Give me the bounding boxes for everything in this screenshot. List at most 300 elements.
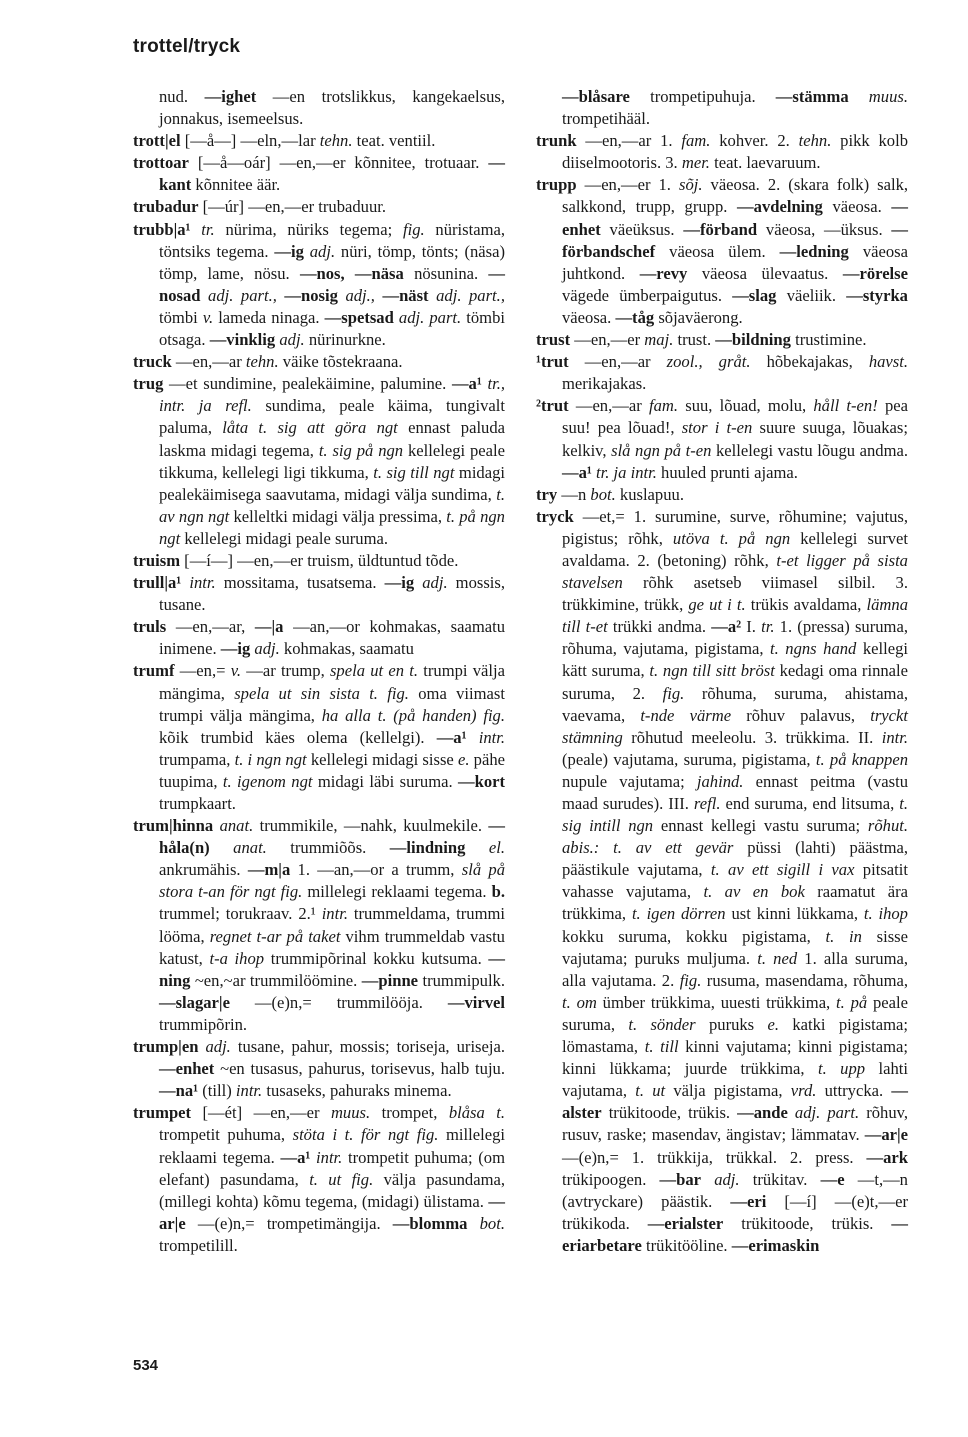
definition-text: peale suruma, [562,992,908,1034]
definition-text: trummipõrinal kokku kutsuma. [264,948,489,968]
italic-label: e. [457,749,470,769]
headword: —avdelning [737,197,823,217]
right-column [536,86,908,1257]
definition-text: raamatut ära trükkima, [562,882,908,924]
italic-label: t. av ngn ngt [159,484,505,526]
definition-text: rusuma, masendama, rõhuma, [701,970,908,990]
headword: —erimaskin [731,1235,820,1255]
definition-text: trompetilill. [159,1235,238,1255]
headword: —eriarbetare [562,1213,908,1255]
definition-text: trumpama, [159,749,235,769]
definition-text: ~en tusasus, pahurus, torisevus, halb tuju. [214,1059,505,1079]
italic-label: t-et ligger på sista stavelsen [562,550,908,593]
definition-text: suu, lõuad, molu, [678,396,814,416]
italic-label: utöva t. på ngn [672,528,791,548]
headword: —ar|e [864,1125,908,1145]
headword: —ig [274,241,304,261]
definition-text: pikk kolb diiselmootoris. 3. [562,131,908,173]
definition-text: sõjaväerong. [654,307,743,327]
definition-text: —en,—er [570,330,645,350]
definition-text: kellelegi vastu lõugu andma. [711,440,908,460]
italic-label: adj., [345,285,375,305]
headword: —revy [639,263,688,283]
italic-label: t-a ihop [209,948,265,968]
definition-text: merikajakas. [562,374,647,394]
dictionary-entry [133,152,505,196]
italic-label: t. sig på ngn [318,440,404,460]
definition-text: väeliik. [776,285,847,305]
definition-text: ust kinni lükkama, [725,904,864,924]
definition-text: uttrycka. [816,1081,892,1101]
definition-text: rõhutud meeleolu. 3. trükkima. II. [622,727,882,747]
headword: —m|a [247,860,291,880]
definition-text: kuslapuu. [615,484,684,504]
dictionary-entry [536,329,908,351]
definition-text: [—å—] —eln,—lar [180,131,320,151]
definition-text: —(e)n,= trummilööja. [229,992,448,1012]
italic-label: t-nde värme [640,705,732,725]
definition-text [467,1214,479,1233]
definition-text: [—í] —(e)t,—er trükikoda. [562,1191,909,1233]
dictionary-entry [133,616,505,660]
definition-text: trummeldama, trummi lööma, [159,904,505,946]
definition-text: tömbi [159,307,203,327]
definition-text: väeosa. [562,307,616,327]
headword: —pinne [361,970,419,990]
headword: —ig [384,573,415,593]
definition-text: —en,= [174,661,231,681]
headword: —a² [711,617,742,637]
dictionary-entry [536,484,908,506]
italic-label: låta t. sig att göra ngt [222,418,398,438]
page-header-running-head: trottel/tryck [133,36,241,57]
definition-text: väeosa. 2. (skara folk) salk, salkkond, trupp, grupp. [562,175,909,217]
italic-label: stor i t-en [681,418,753,438]
headword: b. [491,882,505,902]
headword: —nosig [284,285,338,305]
definition-text: trummipulk. [418,970,506,990]
headword: —spetsad [324,307,394,327]
definition-text: nud. [159,87,205,106]
definition-text: rõhuv palavus, [731,705,871,725]
italic-label: adj. [309,241,336,261]
headword: —eri [730,1191,767,1211]
left-column [133,86,505,1257]
definition-text: 1. (pressa) suruma, rõhuma, vajutama, pigistama, [562,617,908,659]
headword: —ning [159,948,505,990]
definition-text: ennast peitma (vastu maad surudes). III. [562,771,908,813]
definition-text: trummikile, —nahk, kuulmekile. [253,816,489,836]
headword: truck [133,352,172,372]
headword: trumpet [133,1103,192,1123]
definition-text: puruks [695,1014,768,1034]
definition-text: ümber trükkima, uuesti trükkima, [596,992,837,1012]
italic-label: intr. [235,1081,263,1101]
italic-label: tr. ja intr. [596,462,657,482]
definition-text: I. [741,617,762,637]
dictionary-entry [536,86,908,130]
italic-label: t. in [825,926,862,946]
dictionary-entry [133,1102,505,1257]
definition-text: —en,—er 1. [576,175,679,195]
definition-text: millelegi reklaami tegema. [302,882,492,902]
italic-label: intr. [321,904,348,924]
italic-label: tr. [201,219,215,239]
definition-text: —en,—ar 1. [576,131,682,151]
definition-text: väike tõstekraana. [278,352,403,372]
definition-text: trumpi välja mängima, [159,661,505,703]
dictionary-entry [536,174,908,329]
definition-text: trust. [673,330,716,350]
definition-text: teat. ventiil. [352,131,436,151]
dictionary-entry [133,373,505,550]
definition-text: trompetipuhuja. [629,87,776,106]
definition-text: huuled prunti ajama. [656,462,798,482]
headword: —lindning [389,838,466,858]
dictionary-entry [536,130,908,174]
headword: trubb|a¹ [133,219,191,239]
definition-text: trükipoogen. [562,1169,660,1189]
definition-text: trompet, [370,1103,449,1123]
definition-text: pitsatit vahasse vajutama, [562,860,908,902]
definition-text: nupule vajutama; [562,771,697,791]
definition-text: kohmakas, saamatu [279,639,414,659]
definition-text: püssi (lahti) päästma, päästikule vajutama, [562,838,909,880]
definition-text: —en,—ar [171,352,246,372]
headword: —slag [732,285,777,305]
headword: —stämma [775,87,849,106]
definition-text: —(e)n,= 1. trükkija, trükkal. 2. press. [562,1147,867,1167]
italic-label: adj. [254,639,280,659]
italic-label: t. ngns hand [770,639,857,659]
definition-text: trükitoode, trükis. [723,1213,892,1233]
italic-label: ha alla t. (på handen) fig. [321,705,505,725]
italic-label: fam. [681,131,711,151]
definition-text: väeosa ülevaatus. [687,263,843,283]
definition-text: rõhk asetseb viimasel silbil. 3. trükkimine, trükk, [562,573,908,615]
dictionary-entry [536,506,908,1257]
italic-label: t. till [644,1037,679,1057]
italic-label: jahind. [696,771,744,791]
definition-text: end suruma, end litsuma, [720,794,900,813]
definition-text: ennast kellegi vastu suruma; [653,816,868,836]
definition-text: kohver. 2. [710,131,799,151]
definition-text: trükis avaldama, [745,595,867,615]
definition-text: trükitoode, trükis. [601,1103,738,1123]
definition-text [467,728,479,747]
definition-text: 1. —an,—or a trumm, [290,860,462,880]
definition-text: —en,—ar [568,352,667,372]
dictionary-entry [133,86,505,130]
headword: —näst [382,285,429,305]
definition-text: kellegi kätt suruma, [562,639,909,681]
definition-text: trükki andma. [607,617,712,637]
italic-label: zool., gråt. [666,352,751,372]
headword: trottoar [133,153,189,173]
italic-label: t. ngn till sitt bröst [649,661,775,681]
headword: try [536,484,558,504]
dictionary-entry [133,351,505,373]
definition-text: —(e)n,= trompetimängija. [185,1213,393,1233]
definition-text: kokku suruma, kokku pigistama, [562,926,826,946]
italic-label: adj. part., [208,285,277,305]
headword: —na¹ [159,1081,199,1101]
headword: —ig [220,639,251,659]
italic-label: adj. [422,573,448,593]
definition-text: rõhuma, surumа, ahistama, vaevama, [562,683,908,725]
definition-text: nürima, nüriks tegema; [214,219,403,239]
definition-text [201,286,209,305]
italic-label: intr. [189,573,216,593]
italic-label: adj. [205,1037,231,1057]
italic-label: anat. [233,838,267,858]
italic-label: anat. [219,816,254,836]
headword: trum|hinna [133,816,214,836]
italic-label: sõj. [678,175,703,195]
dictionary-entry [536,351,908,395]
definition-text: kellelegi survet avaldama. 2. (betoning) rõhk, [562,528,908,570]
definition-text: —en trotslikkus, kangekaelsus, jonnakus, isemeelsus. [159,87,506,129]
definition-text: kinni vajutama; kinni pigistama; kinni lükkama; juurde trükkima, [562,1037,909,1079]
definition-text: tusane, pahur, mossis; toriseja, uriseja. [230,1037,505,1057]
definition-text: pea suu! pea lõuad!, [562,396,908,438]
italic-label: adj. part., [436,285,505,305]
italic-label: tr., intr. ja refl. [159,374,505,416]
definition-text: trummel; torukraav. 2.¹ [159,904,322,924]
definition-text [849,87,869,106]
definition-text: teat. laevaruum. [709,153,821,173]
headword: truls [133,617,167,637]
definition-text: väeosa juhtkond. [562,241,909,283]
italic-label: intr. [881,727,908,747]
italic-label: vrd. [790,1081,817,1101]
definition-text: trustimine. [790,330,867,350]
italic-label: lämna till t-et [562,595,908,637]
italic-label: ge ut i t. [688,595,746,615]
definition-text: katki pigistama; lömastama, [562,1014,908,1057]
definition-text: mossitama, tusatsema. [215,573,385,593]
italic-label: t. upp [818,1059,866,1079]
definition-text: lameda ninaga. [213,307,325,327]
headword: —rörelse [842,263,908,283]
definition-text [701,1170,714,1189]
italic-label: fam. [648,396,679,416]
headword: —bildning [715,330,791,350]
headword: ²trut [536,396,569,416]
definition-text: lahti vajutama, [562,1059,908,1101]
italic-label: slå ngn på t-en [611,440,712,460]
definition-text: trumpkaart. [159,794,236,813]
italic-label: regnet t-ar på taket [209,926,341,946]
italic-label: v. [230,661,241,681]
headword: —styrka [846,285,908,305]
headword: trunk [536,131,577,151]
italic-label: t. ned [757,948,798,968]
definition-text: (till) [198,1081,236,1101]
italic-label: t. i ngn ngt [234,749,307,769]
definition-text: suure suuga, lõuakas; kelkiv, [562,418,908,460]
headword: trubadur [133,197,199,217]
italic-label: t. av ett sigill i vax [710,860,855,880]
headword: —håla(n) [159,816,505,858]
definition-text: ~en,~ar trummilöömine. [190,970,362,990]
italic-label: adj. part. [794,1103,860,1123]
definition-text: oma viimast trumpi välja mängima, [159,683,505,725]
definition-text: tömbi otsaga. [159,307,505,350]
definition-text: välja pigistama, [665,1081,791,1101]
italic-label: el. [488,838,505,858]
italic-label: adj. [714,1169,740,1189]
definition-text: nüristama, töntsiks tegema. [159,219,506,261]
italic-label: fig. [402,219,425,239]
definition-text: —et sundimine, pealekäimine, palumine. [163,374,452,394]
definition-text: [—í—] —en,—er truism, üldtuntud tõde. [180,550,459,570]
italic-label: fig. [662,683,685,703]
definition-text: mossis, tusane. [159,573,506,615]
headword: —tåg [615,307,655,327]
dictionary-entry [133,1036,505,1102]
definition-text: kõnnitee äär. [191,175,281,195]
italic-label: fig. [679,970,702,990]
italic-label: t. igenom ngt [222,771,313,791]
definition-text: kellelegi peale tikkuma, kellelegi ligi tikkuma, [159,440,505,482]
definition-text: kellelegi midagi peale suruma. [180,528,389,548]
headword: —a¹ [436,727,467,747]
definition-text: trükitav. [739,1169,821,1189]
definition-text: väeosa, —üksus. [757,219,892,239]
definition-text: —an,—or kohmakas, saamatu inimene. [159,617,505,659]
italic-label: slå på stora t-an för ngt fig. [159,860,506,902]
italic-label: v. [202,307,214,327]
definition-text: —t,—n (avtryckare) päästik. [562,1169,908,1211]
definition-text: tusaseks, pahuraks minema. [262,1081,452,1101]
dictionary-entry [133,660,505,815]
definition-text: midagi pealekäimisega saavutama, midagi välja sundima, [159,462,505,504]
definition-text: trükitööline. [641,1235,732,1255]
definition-text: väeüksus. [600,219,684,239]
definition-text: —n [557,484,591,504]
headword: tryck [536,506,574,526]
italic-label: intr. [478,727,505,747]
definition-text: rõhuv, rusuv, raske; masendav, ängistav; lämmatav. [562,1103,909,1145]
headword: —blomma [392,1213,468,1233]
definition-text: [—ét] —en,—er [191,1103,331,1123]
italic-label: tehn. [245,352,279,372]
dictionary-entry [133,572,505,616]
definition-text: kelleltki midagi välja pressima, [229,506,447,526]
definition-text: ennast paluda laskma midagi tegema, [159,418,506,460]
headword: —förband [683,219,758,239]
headword: —kant [159,153,505,195]
italic-label: tehn. [319,131,353,151]
definition-text: kellelegi midagi sisse [306,749,458,769]
italic-label: muus. [868,87,908,106]
definition-text: ankrumähis. [159,860,248,880]
definition-text: millelegi reklaami tegema. [159,1125,505,1167]
headword: trust [536,330,571,350]
headword: —erialster [647,1213,724,1233]
italic-label: tryckt stämning [562,705,908,747]
headword: ¹trut [536,352,569,372]
definition-text: pähe tuupima, [159,749,505,791]
dictionary-entry [133,196,505,218]
italic-label: t. på [836,992,868,1012]
headword: trump|en [133,1037,199,1057]
headword: —a¹ [451,374,482,394]
headword: truism [133,550,181,570]
headword: —nos, —näsa [299,263,404,283]
definition-text: trompetit puhuma; (om elefant) pasundama, [159,1147,505,1189]
definition-text: vihm trummeldab vastu katust, [159,926,505,968]
headword: —ande [737,1103,788,1123]
definition-text [191,220,202,239]
headword: —enhet [159,1059,215,1079]
headword: —nosad [159,263,505,305]
italic-label: stöta i t. för ngt fig. [292,1125,439,1145]
italic-label: tr. [761,617,775,637]
definition-text: hõbekajakas, [750,352,869,372]
definition-text: trompetit puhuma, [159,1125,293,1145]
headword: trull|a¹ [133,573,182,593]
dictionary-entry [133,550,505,572]
definition-text: nürinurkne. [304,330,386,350]
definition-text [429,286,437,305]
italic-label: blåsa t. [448,1103,506,1123]
definition-text: —en,—ar [568,396,649,416]
definition-text: nüri, tömp, tönts; (näsa) tömp, lame, nösu. [159,241,505,283]
italic-label: refl. [693,794,721,813]
headword: trott|el [133,131,181,151]
page-number: 534 [133,1357,159,1374]
italic-label: t. av en bok [703,882,805,902]
dictionary-entry [133,130,505,152]
definition-text [788,1103,795,1122]
italic-label: tehn. [798,131,832,151]
definition-text: nösunina. [403,263,489,283]
definition-text: [—úr] —en,—er trubaduur. [198,197,387,217]
definition-text: (peale) vajutama, suruma, pigistama, [562,749,816,769]
definition-text: trummiõõs. [266,838,390,858]
italic-label: t. ihop [863,904,908,924]
italic-label: bot. [590,484,616,504]
headword: —blåsare [562,87,630,106]
definition-text [465,838,488,857]
definition-text: —en,—ar, [166,617,255,637]
definition-text: [—å—oár] —en,—er kõnnitee, trotuaar. [188,153,489,173]
definition-text: trompetihääl. [562,109,651,129]
italic-label: e. [767,1014,779,1034]
italic-label: t. sig till ngt [373,462,455,482]
headword: —förbandschef [562,219,908,261]
italic-label: t. om [562,992,597,1012]
definition-text: midagi läbi suruma. [312,771,458,791]
headword: —a¹ [562,462,592,482]
headword: —ledning [779,241,849,261]
headword: —bar [659,1169,701,1189]
italic-label: spela ut sin sista t. fig. [234,683,409,703]
headword: trumf [133,661,175,681]
headword: —slagar|e [159,992,230,1012]
definition-text: trummipõrin. [159,1014,248,1034]
definition-text: väeosa ülem. [655,241,780,261]
headword: —enhet [562,197,908,239]
definition-text: sundima, peale käima, tungivalt paluma, [159,396,505,438]
italic-label: t. ut [635,1081,666,1101]
italic-label: håll t-en! [813,396,878,416]
italic-label: adj. [279,330,305,350]
italic-label: adj. part. [398,307,462,327]
italic-label: intr. [316,1147,343,1167]
